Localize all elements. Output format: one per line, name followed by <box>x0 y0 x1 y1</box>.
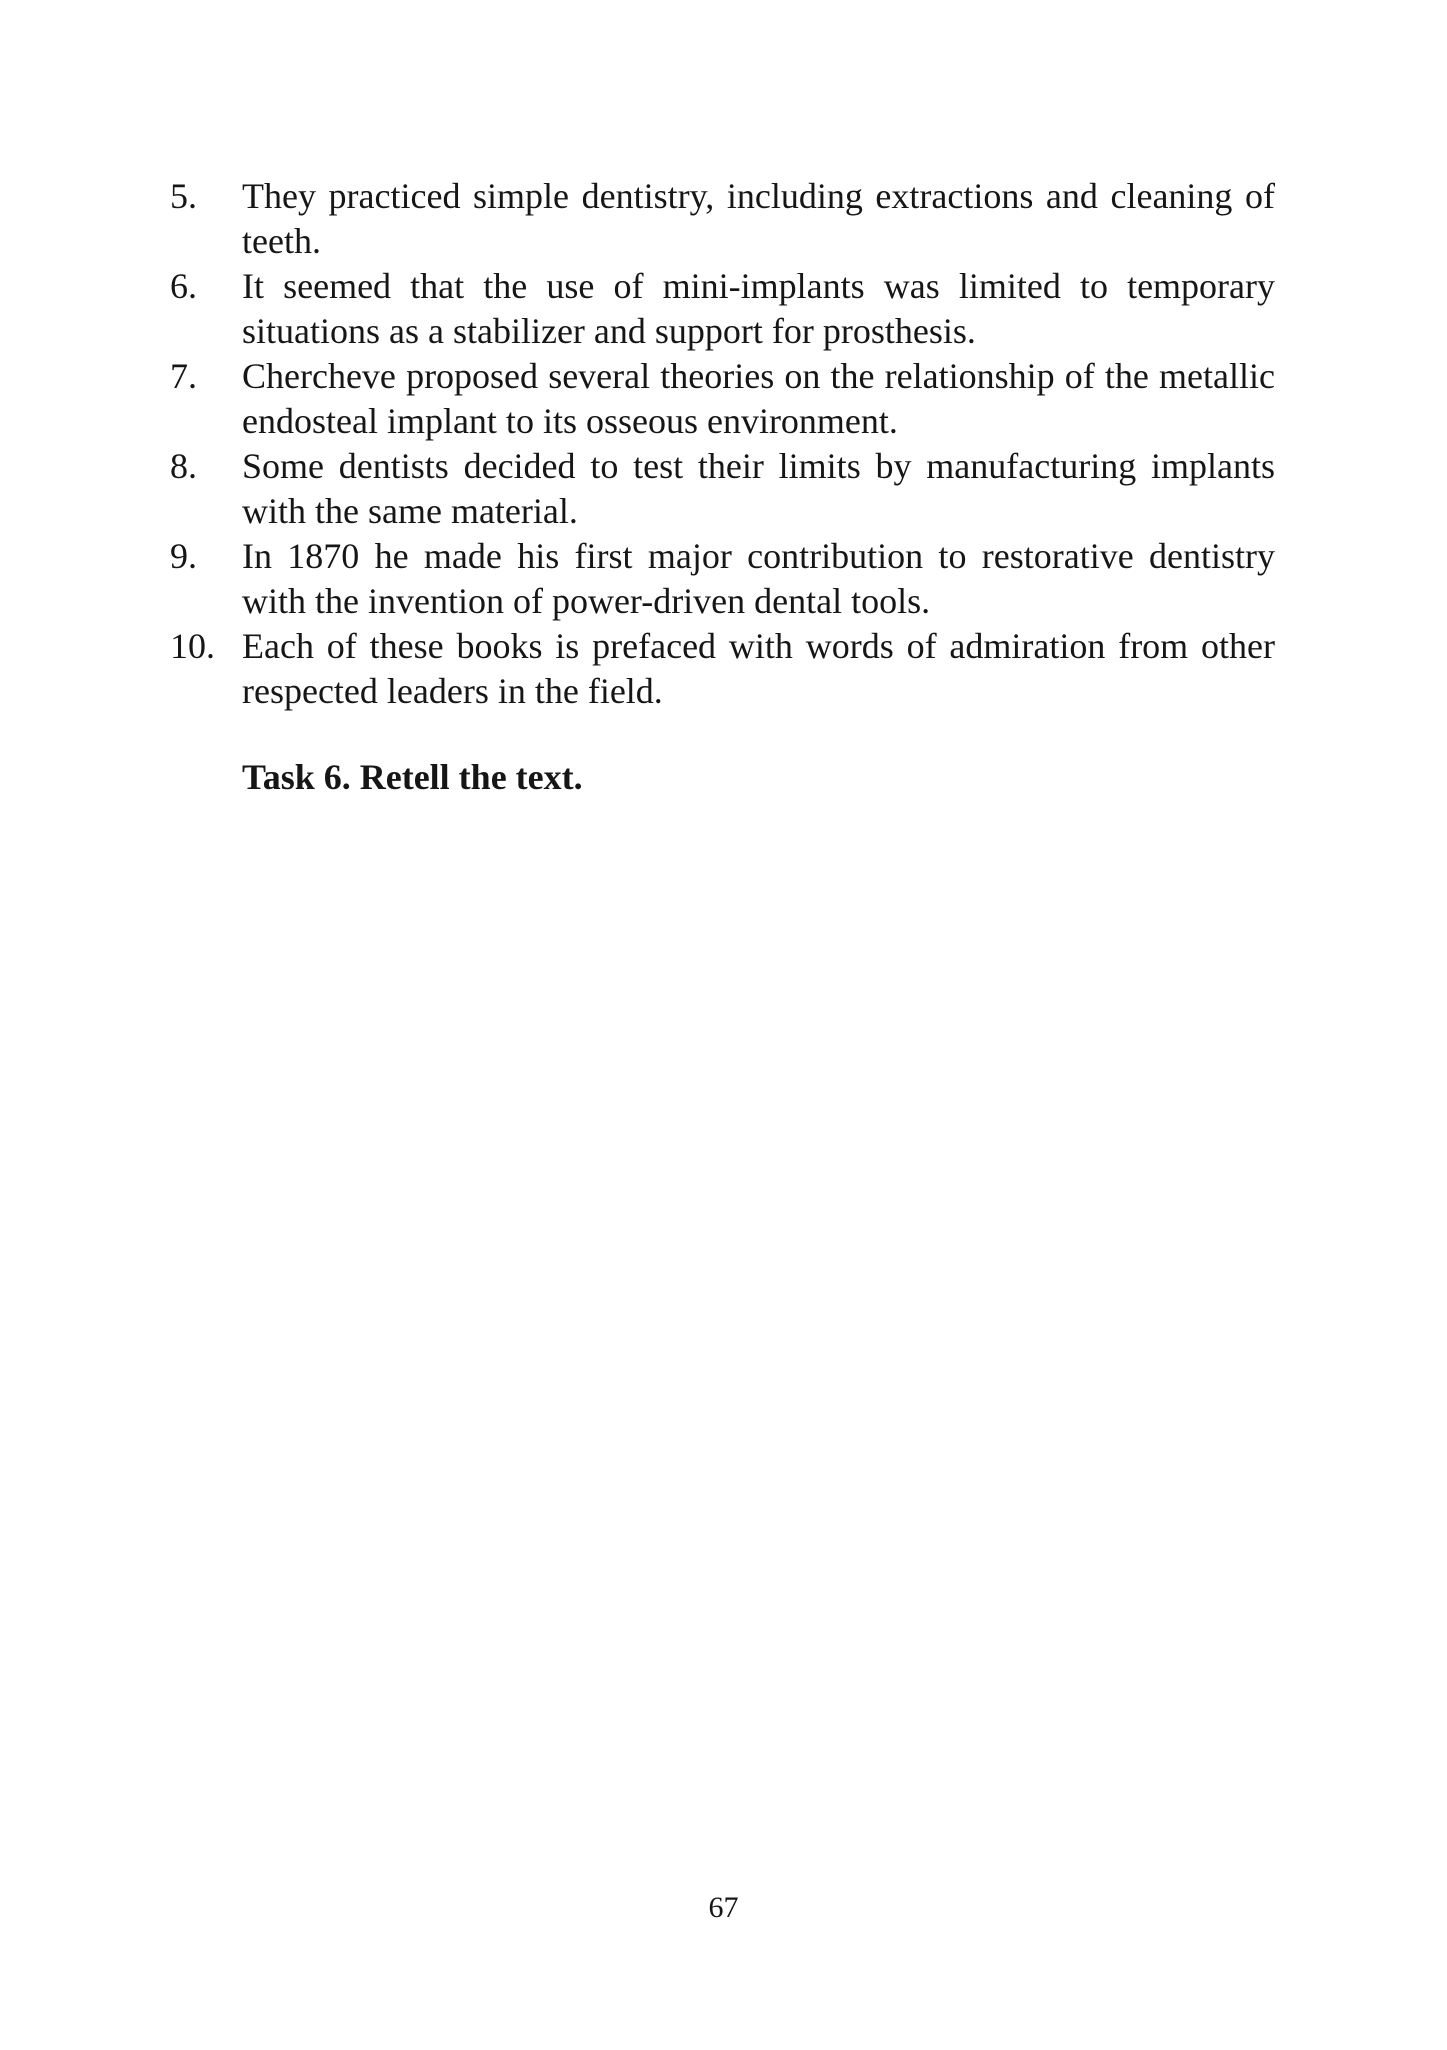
item-text: Some dentists decided to test their limits by manufacturing implants with the same material. <box>242 446 1275 531</box>
list-item <box>170 534 1275 624</box>
item-number: 10. <box>170 626 215 666</box>
task-heading: Task 6. Retell the text. <box>242 757 583 797</box>
item-text: Chercheve proposed several theories on the relationship of the metallic endosteal implant to its osseous environment. <box>242 356 1275 441</box>
list-item <box>170 624 1275 714</box>
exercise-list <box>170 174 1275 714</box>
item-number: 8. <box>170 446 197 486</box>
list-item <box>170 264 1275 354</box>
item-text: They practiced simple dentistry, including extractions and cleaning of teeth. <box>242 176 1275 261</box>
list-item <box>170 354 1275 444</box>
list-item <box>170 444 1275 534</box>
list-item <box>170 174 1275 264</box>
item-number: 5. <box>170 176 197 216</box>
item-number: 7. <box>170 356 197 396</box>
item-text: It seemed that the use of mini-implants was limited to temporary situations as a stabilizer and support for prosthesis. <box>242 266 1275 351</box>
item-number: 9. <box>170 536 197 576</box>
page-number: 67 <box>708 1891 739 1924</box>
item-text: Each of these books is prefaced with words of admiration from other respected leaders in the field. <box>242 626 1275 711</box>
item-number: 6. <box>170 266 197 306</box>
item-text: In 1870 he made his first major contribution to restorative dentistry with the invention of power-driven dental tools. <box>242 536 1275 621</box>
